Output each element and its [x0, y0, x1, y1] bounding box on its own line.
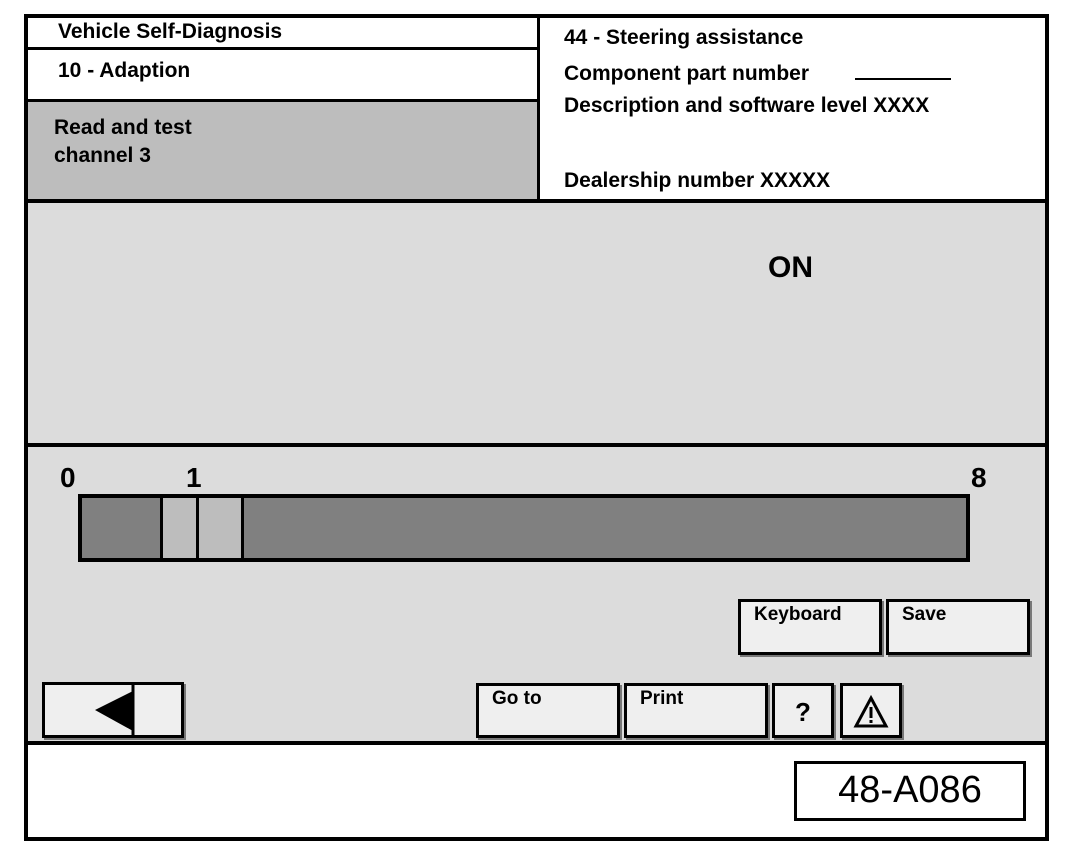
channel-bar: [78, 494, 970, 562]
subfunction-line-1: Read and test: [54, 116, 192, 139]
warning-button[interactable]: [840, 683, 902, 738]
figure-reference: 48-A086: [794, 761, 1026, 821]
warning-triangle-icon: [843, 686, 899, 735]
scale-min-label: 0: [60, 462, 76, 493]
scale-marker-label: 1: [186, 462, 202, 493]
go-to-button[interactable]: Go to: [476, 683, 620, 738]
page-title: Vehicle Self-Diagnosis: [28, 18, 537, 50]
function-label: 10 - Adaption: [28, 50, 537, 102]
status-value: ON: [768, 251, 813, 284]
save-button[interactable]: Save: [886, 599, 1030, 655]
component-row: [564, 62, 951, 86]
system-label: 44 - Steering assistance: [564, 26, 804, 49]
subfunction-label: [28, 102, 537, 199]
channel-bar-segment: [160, 498, 199, 558]
description-label: Description and software level XXXX: [564, 94, 930, 117]
display-divider: [28, 443, 1045, 447]
header-left-panel: [28, 18, 537, 199]
channel-bar-segment-active: [196, 498, 244, 558]
keyboard-button[interactable]: Keyboard: [738, 599, 882, 655]
scale-max-label: 8: [971, 462, 987, 493]
diagnosis-screen: [24, 14, 1049, 841]
component-number-blank: [855, 64, 951, 80]
question-mark-icon: ?: [795, 697, 811, 727]
back-arrow-icon: [45, 685, 181, 735]
dealership-label: Dealership number XXXXX: [564, 169, 831, 192]
display-area: [28, 203, 1045, 443]
subfunction-line-2: channel 3: [54, 144, 151, 167]
help-button[interactable]: [772, 683, 834, 738]
control-module-info: [537, 18, 1045, 199]
print-button[interactable]: Print: [624, 683, 768, 738]
footer: [28, 745, 1045, 837]
back-button[interactable]: [42, 682, 184, 738]
component-label: Component part number: [564, 62, 809, 85]
